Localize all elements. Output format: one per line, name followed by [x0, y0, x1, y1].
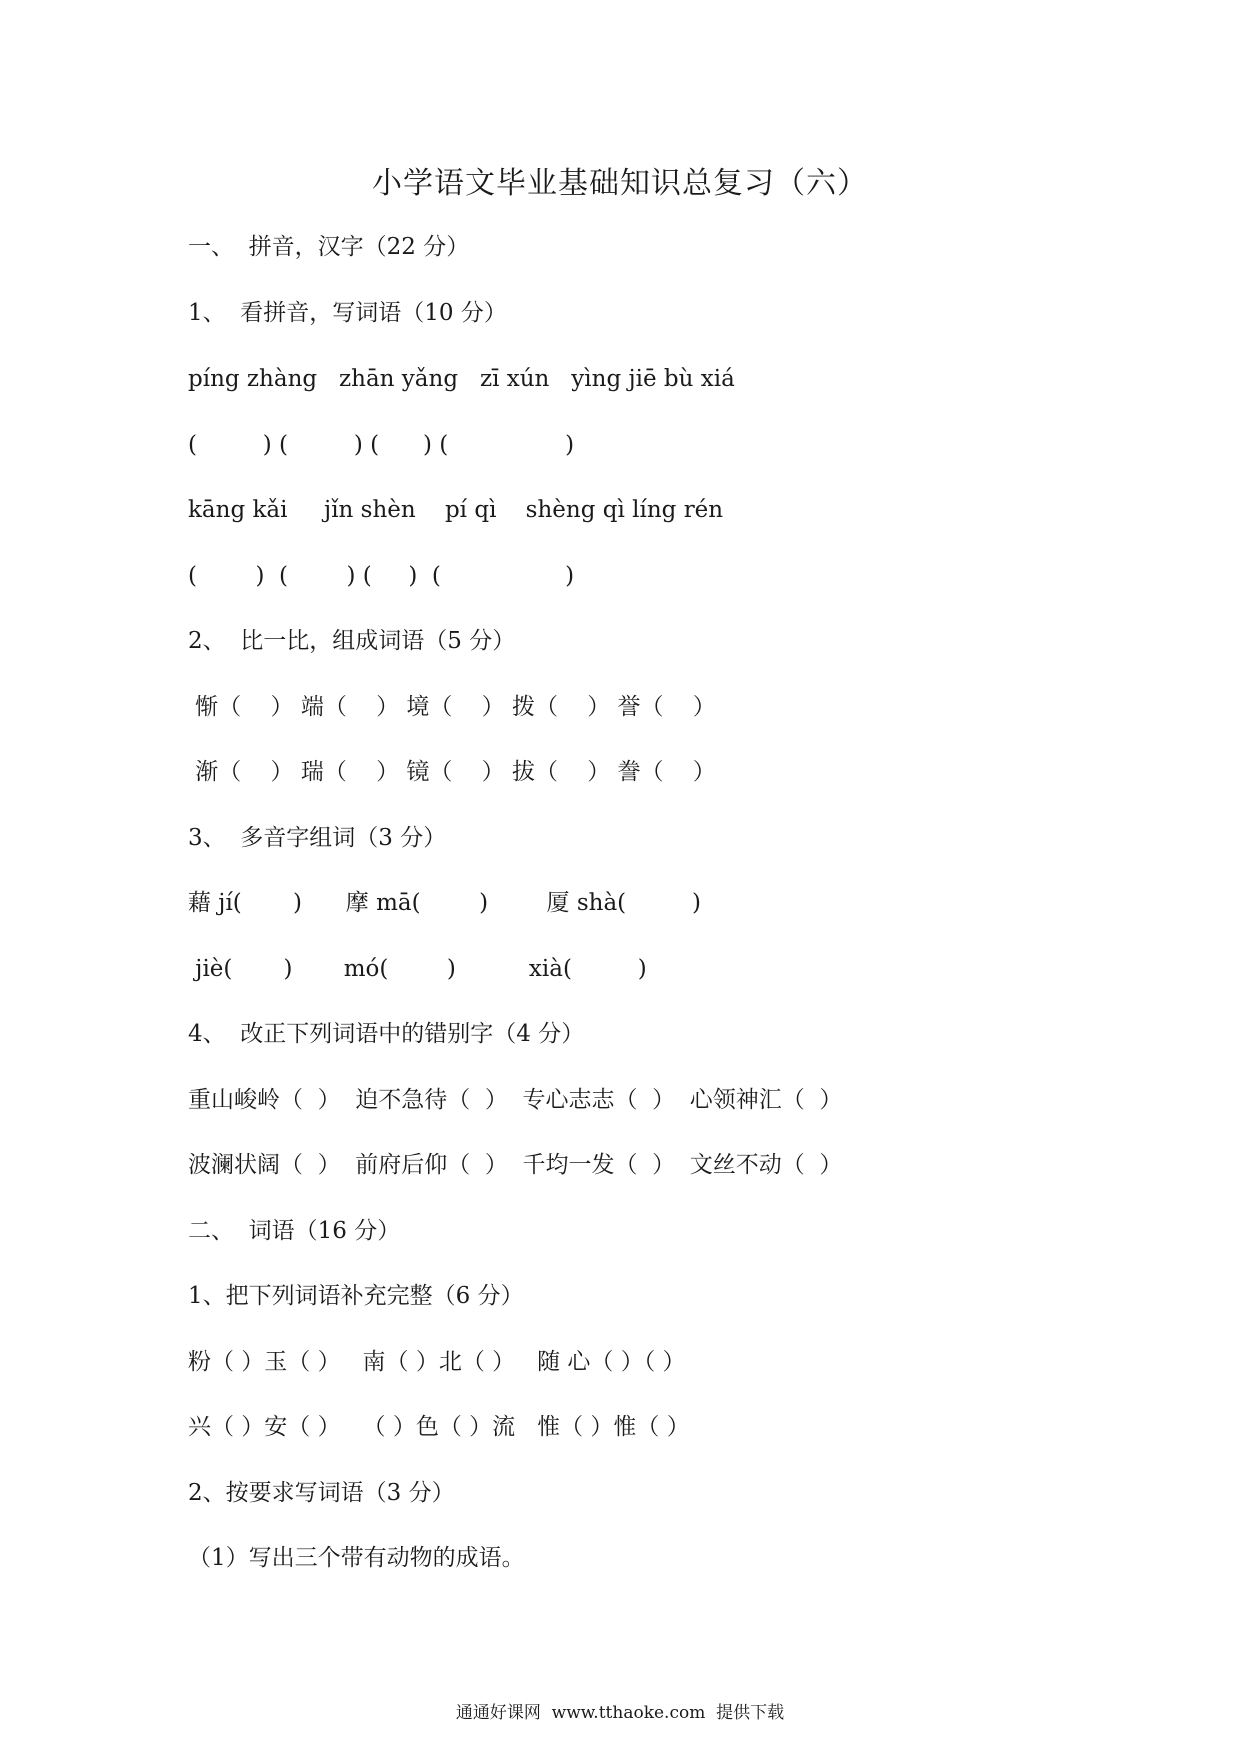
question-1-3-heading: 3、 多音字组词（3 分） [188, 825, 447, 851]
pinyin-row-2: kāng kǎi jǐn shèn pí qì shèng qì líng rén [188, 497, 724, 523]
pinyin-row-1: píng zhàng zhān yǎng zī xún yìng jiē bù xiá [188, 366, 735, 392]
question-2-1-heading: 1、把下列词语补充完整（6 分） [188, 1283, 524, 1309]
question-1-2-heading: 2、 比一比，组成词语（5 分） [188, 628, 516, 654]
question-2-2-1: （1）写出三个带有动物的成语。 [188, 1545, 525, 1571]
question-1-1-heading: 1、 看拼音，写词语（10 分） [188, 300, 507, 326]
idiom-fill-row-2: 兴（ ）安（ ） （ ）色（ ）流 惟（ ）惟（ ） [188, 1414, 690, 1440]
question-2-2-heading: 2、按要求写词语（3 分） [188, 1480, 455, 1506]
question-1-4-heading: 4、 改正下列词语中的错别字（4 分） [188, 1021, 585, 1047]
compare-row-1: 惭（ ） 端（ ） 境（ ） 拨（ ） 誉（ ） [188, 694, 716, 720]
section-2-heading: 二、 词语（16 分） [188, 1218, 401, 1244]
idiom-fill-row-1: 粉（ ）玉（ ） 南（ ）北（ ） 随 心（ ）（ ） [188, 1349, 686, 1375]
compare-row-2: 渐（ ） 瑞（ ） 镜（ ） 拔（ ） 誊（ ） [188, 759, 716, 785]
polyphone-row-1: 藉 jí( ) 摩 mā( ) 厦 shà( ) [188, 890, 701, 916]
page-title: 小学语文毕业基础知识总复习（六） [372, 166, 868, 201]
typo-row-2: 波澜状阔（ ） 前府后仰（ ） 千均一发（ ） 文丝不动（ ） [188, 1152, 843, 1178]
typo-row-1: 重山峻岭（ ） 迫不急待（ ） 专心志志（ ） 心领神汇（ ） [188, 1087, 843, 1113]
polyphone-row-2: jiè( ) mó( ) xià( ) [188, 956, 647, 982]
answer-brackets-row-2: ( ) ( ) ( ) ( ) [188, 563, 575, 589]
page-footer: 通通好课网 www.tthaoke.com 提供下载 [455, 1703, 785, 1723]
answer-brackets-row-1: ( ) ( ) ( ) ( ) [188, 432, 575, 458]
section-1-heading: 一、 拼音，汉字（22 分） [188, 234, 470, 260]
